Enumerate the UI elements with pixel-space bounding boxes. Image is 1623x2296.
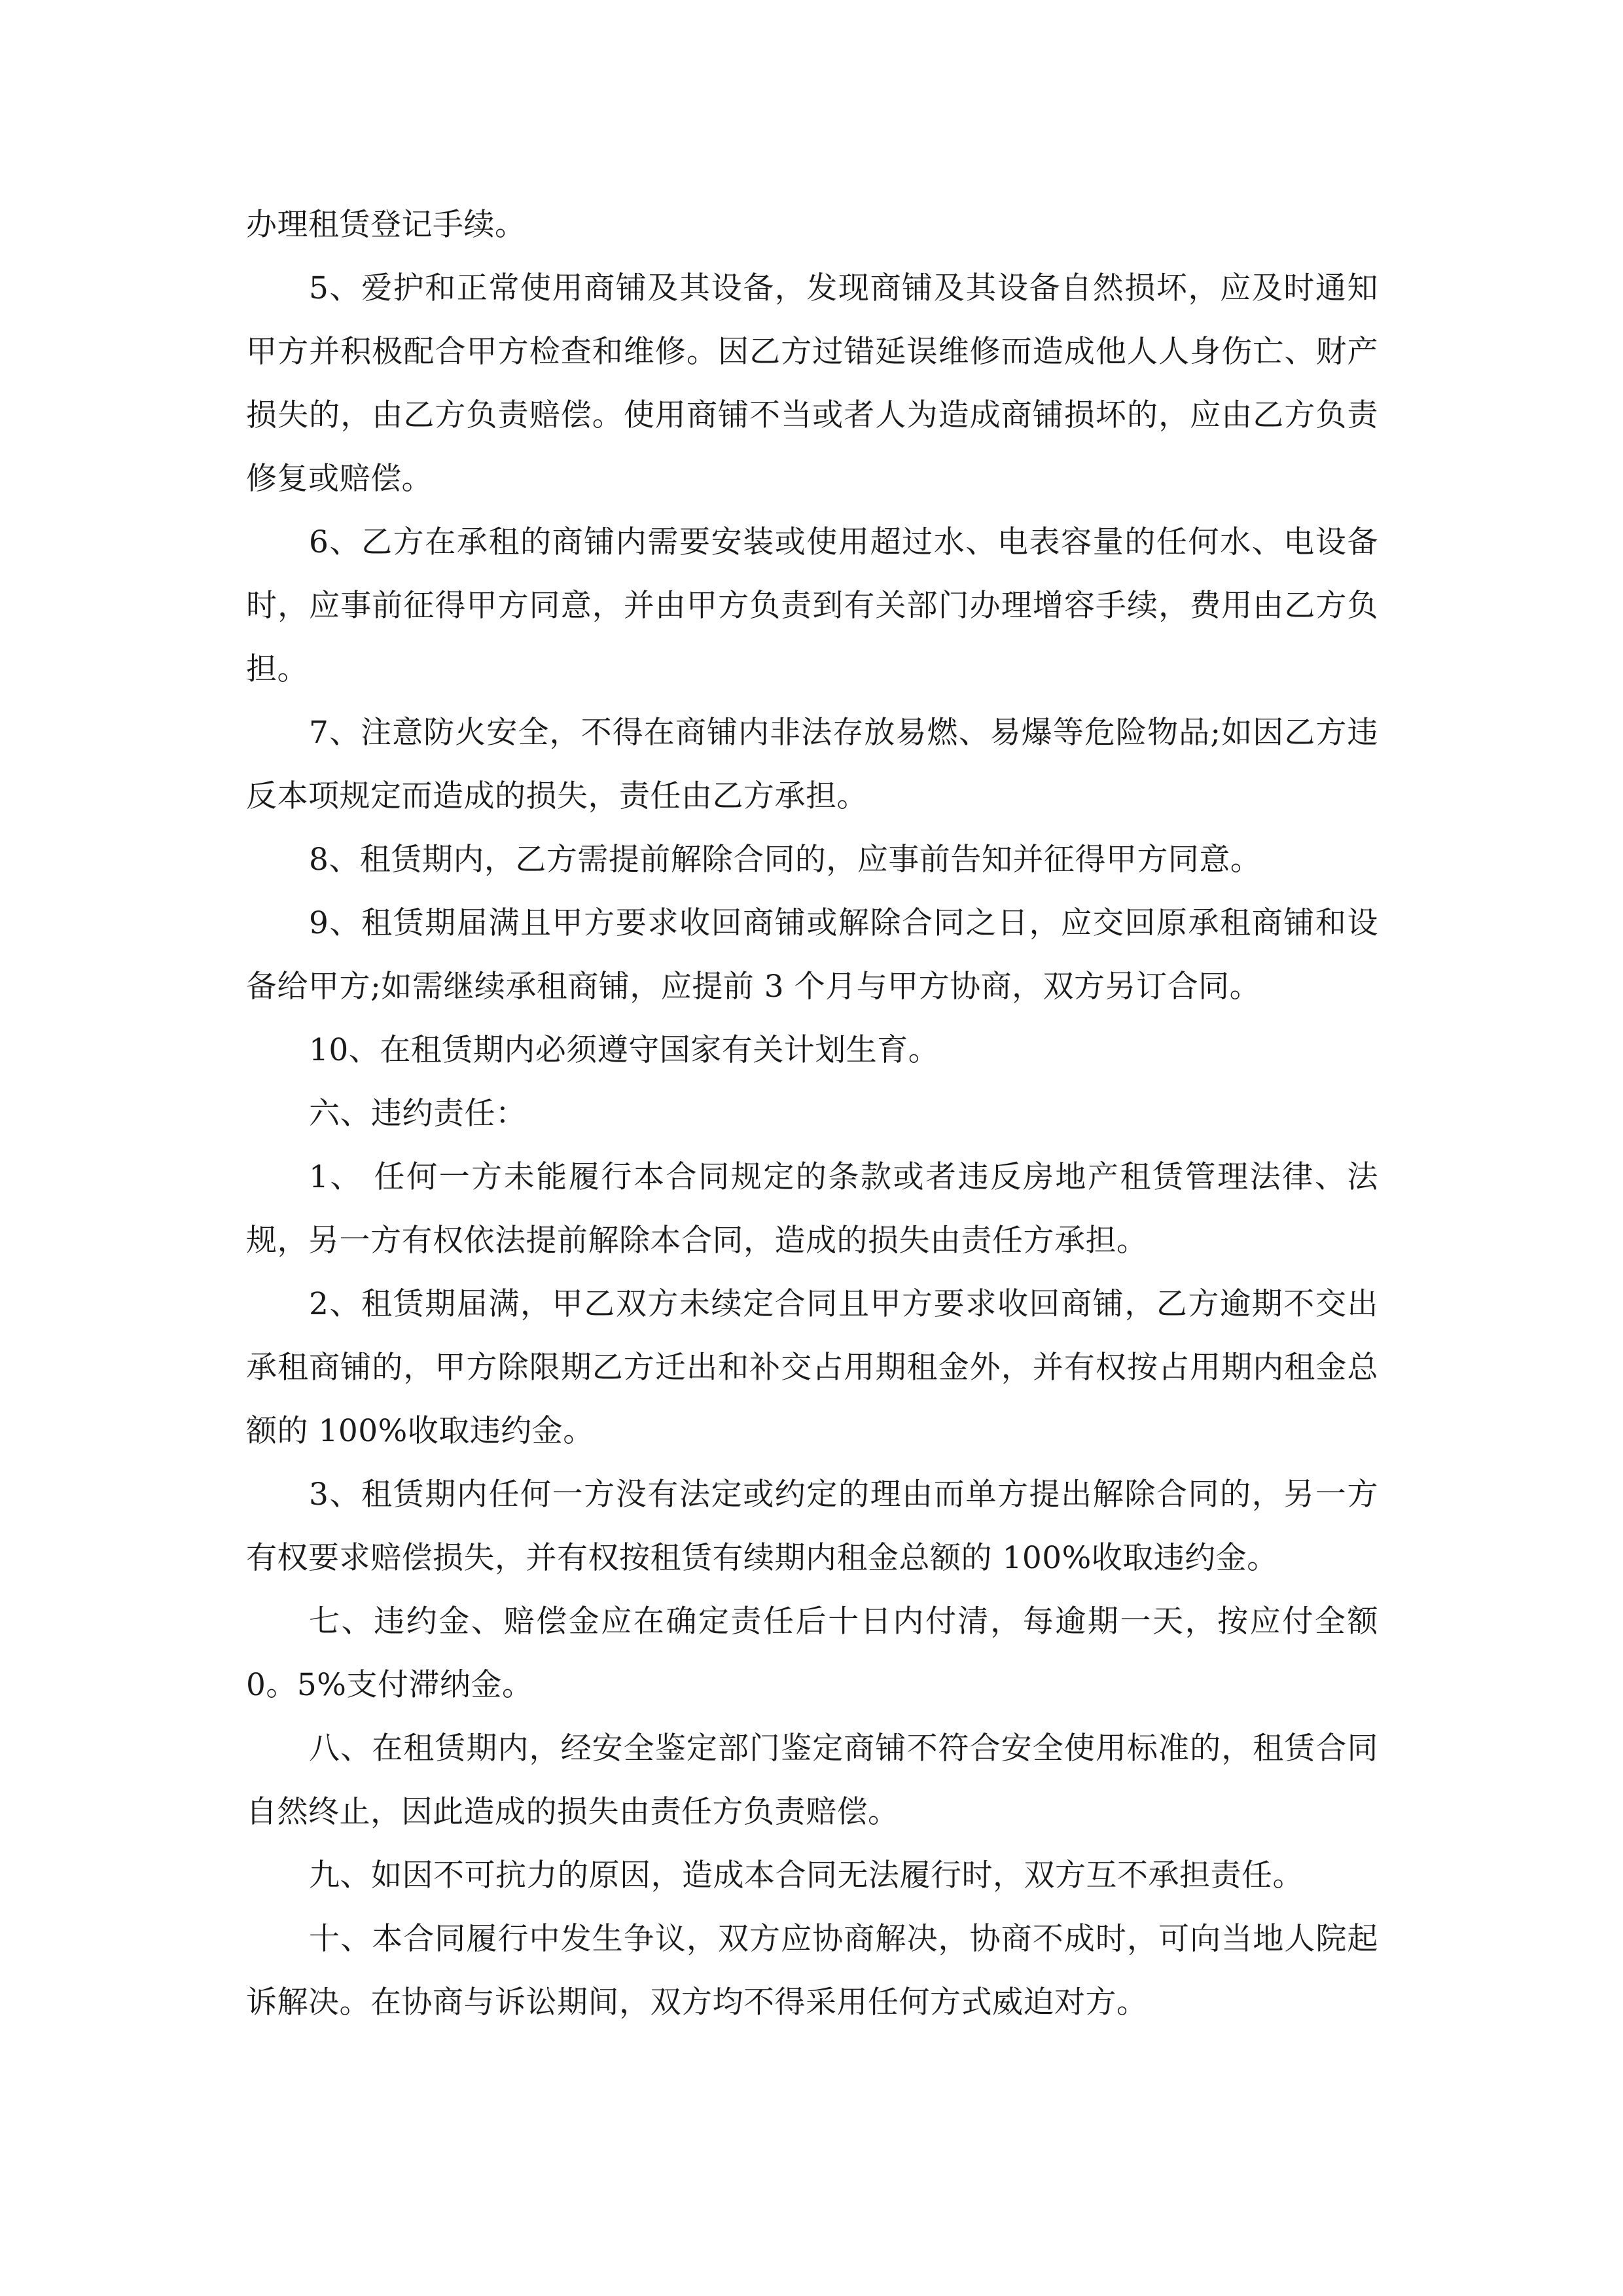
clause-9: 9、租赁期届满且甲方要求收回商铺或解除合同之日，应交回原承租商铺和设备给甲方;如需继续承租商铺，应提前 3 个月与甲方协商，双方另订合同。 bbox=[246, 905, 1378, 1005]
section-7-penalty-payment: 七、违约金、赔偿金应在确定责任后十日内付清，每逾期一天，按应付全额 0。5%支付滞纳金。 bbox=[246, 1604, 1378, 1703]
breach-clause-3: 3、租赁期内任何一方没有法定或约定的理由而单方提出解除合同的，另一方有权要求赔偿损失，并有权按租赁有续期内租金总额的 100%收取违约金。 bbox=[246, 1477, 1378, 1576]
clause-8: 8、租赁期内，乙方需提前解除合同的，应事前告知并征得甲方同意。 bbox=[309, 842, 1262, 878]
clause-6: 6、乙方在承租的商铺内需要安装或使用超过水、电表容量的任何水、电设备时，应事前征得甲方同意，并由甲方负责到有关部门办理增容手续，费用由乙方负担。 bbox=[246, 524, 1378, 687]
paragraph-continuation: 办理租赁登记手续。 bbox=[246, 207, 526, 243]
breach-clause-2: 2、租赁期届满，甲乙双方未续定合同且甲方要求收回商铺，乙方逾期不交出承租商铺的，甲方除限期乙方迁出和补交占用期租金外，并有权按占用期内租金总额的 100%收取违约金。 bbox=[246, 1286, 1378, 1449]
clause-5: 5、爱护和正常使用商铺及其设备，发现商铺及其设备自然损坏，应及时通知甲方并积极配合甲方检查和维修。因乙方过错延误维修而造成他人人身伤亡、财产损失的，由乙方负责赔偿。使用商铺不当或者人为造成商铺损坏的，应由乙方负责修复或赔偿。 bbox=[246, 270, 1378, 497]
section-8-safety-termination: 八、在租赁期内，经安全鉴定部门鉴定商铺不符合安全使用标准的，租赁合同自然终止，因此造成的损失由责任方负责赔偿。 bbox=[246, 1731, 1378, 1830]
breach-clause-1: 1、 任何一方未能履行本合同规定的条款或者违反房地产租赁管理法律、法规，另一方有权依法提前解除本合同，造成的损失由责任方承担。 bbox=[246, 1159, 1378, 1259]
document-body bbox=[246, 193, 1378, 2034]
section-heading-breach-liability: 六、违约责任： bbox=[309, 1096, 527, 1132]
clause-10: 10、在租赁期内必须遵守国家有关计划生育。 bbox=[309, 1032, 940, 1068]
clause-7: 7、注意防火安全，不得在商铺内非法存放易燃、易爆等危险物品;如因乙方违反本项规定而造成的损失，责任由乙方承担。 bbox=[246, 715, 1378, 814]
section-10-dispute-resolution: 十、本合同履行中发生争议，双方应协商解决，协商不成时，可向当地人院起诉解决。在协商与诉讼期间，双方均不得采用任何方式威迫对方。 bbox=[246, 1921, 1378, 2020]
section-9-force-majeure: 九、如因不可抗力的原因，造成本合同无法履行时，双方互不承担责任。 bbox=[309, 1857, 1304, 1893]
